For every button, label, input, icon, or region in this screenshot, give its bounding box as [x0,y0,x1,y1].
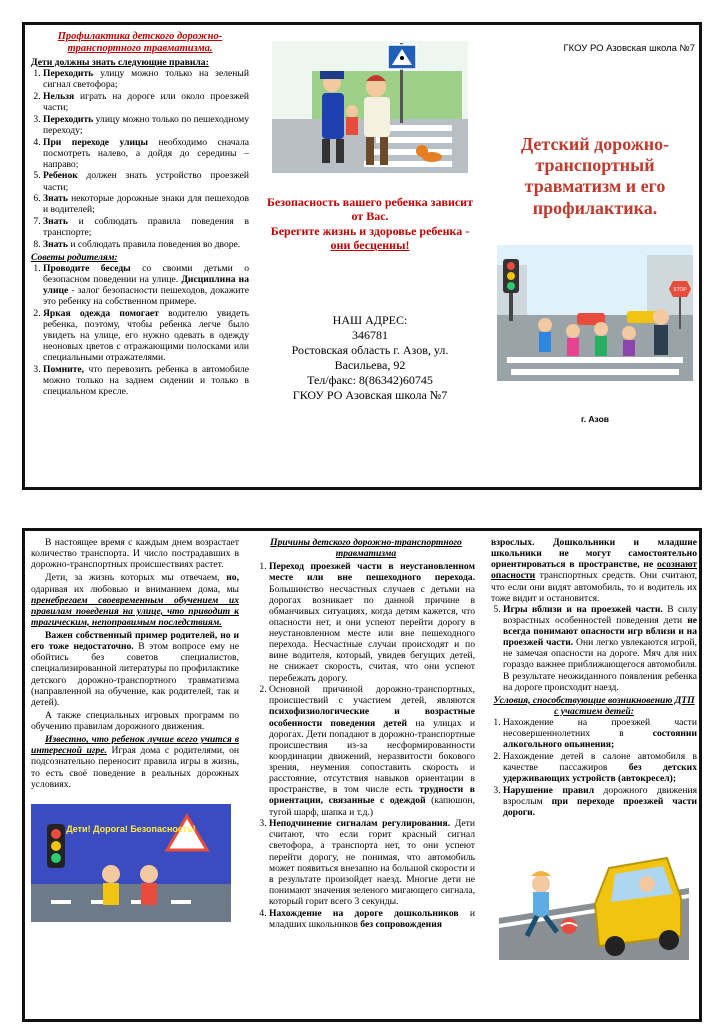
advice-bold: Проводите беседы [43,262,131,274]
rule-bold: Знать [43,238,68,250]
cause-text-2: на улицах и дорогах. Дети попадают в дорожно-транспортные происшествия из-за несформированности координации движений, неразвитости бокового зрения, неумения сопоставить скорость и расстояние, отсутствия навыков ориентации в пространстве, в том числе есть [269,717,475,796]
address-title: НАШ АДРЕС: [332,312,408,327]
rule-text: улицу можно только на зеленый сигнал светофора; [43,68,249,91]
safety-message [267,195,473,253]
cause-5-bold2: не всегда понимают опасности игр вблизи и на проезжей части. [503,614,697,649]
children-crosswalk-image [497,245,693,381]
safety-line-1: Безопасность вашего ребенка зависит от Вас. [267,195,473,224]
poster-slogan: Дети! Дорога! Безопасность! [66,823,196,834]
cause-item [269,684,475,818]
rule-bold: Переходить [43,68,94,80]
rule-item [43,114,249,136]
brochure-front-sheet [0,0,720,500]
rule-text: необходимо сначала посмотреть налево, а дойдя до середины – направо; [43,136,249,170]
condition-item [503,785,697,818]
safety-emphasis: они бесценны! [330,238,410,253]
brochure-title: Детский дорожно-транспортный травматизм и его профилактика. [520,134,670,218]
rules-heading: Дети должны знать следующие правила: [31,57,209,69]
rule-text: должен знать устройство проезжей части; [43,170,249,193]
cause-bold-2: без сопровождения [360,918,442,930]
city-name: г. Азов [581,413,609,424]
children-crossing-illustration [497,245,693,381]
intro-paragraph-3 [31,630,239,708]
rule-item [43,216,249,238]
cause-5-bold: Игры вблизи и на проезжей части. [503,603,663,615]
address-line: Ростовская область г. Азов, ул. Васильева, 92 [291,342,449,372]
rule-bold: Знать [43,215,68,227]
condition-bold: без детских удерживающих устройств (автокресел); [503,762,697,785]
cause-bold: Неподчинение сигналам регулирования. [269,818,451,830]
address-zip: 346781 [352,327,388,342]
intro-column [31,537,239,922]
causes-column [257,537,475,930]
conditions-list [491,717,697,818]
intro-paragraph-4: А также специальных игровых программ по обучению правилам дорожного движения. [31,709,239,732]
prevention-heading: Профилактика детского дорожно-транспортного травматизма. [57,31,223,55]
cause-text-3: (капюшон, тугой шарф, шапка и т.д.) [269,795,475,818]
advice-heading: Советы родителям: [31,251,118,263]
prevention-column [31,31,249,398]
advice-item [43,263,249,308]
rule-item [43,170,249,192]
p3-part-a: Важен собственный пример родителей, но и его тоже недостаточно. [31,630,239,653]
rule-text: играть на дороге или около проезжей части; [43,91,249,114]
rule-text: некоторые дорожные знаки для пешеходов и водителей; [43,193,249,216]
causes-heading: Причины детского дорожно-транспортного травматизма [270,537,462,560]
cause-bold-2: психофизиологические и возрастные особенности поведения детей [269,706,475,729]
cause-item [269,908,475,930]
p2-part-a: Дети, за жизнь которых мы отвечаем, [45,572,227,584]
cont-text: транспортных средств. Они считают, что если они видят автомобиль, то и водитель их тоже видит и остановится. [491,570,697,604]
p2-part-c: одаривая их любовью и вниманием дома, мы [31,583,239,595]
cause-item [269,561,475,683]
condition-bold-2: при переходе проезжей части дороги. [503,795,697,818]
safety-line-2 [267,224,473,253]
advice-text: водителю увидеть ребенка, поэтому, чтобы ребенка легче было увидеть на улице, его нужно одевать в одежду неоновых цветов с отражающими полосками или специальными отражателями. [43,307,249,364]
inner-frame [22,528,702,1022]
advice-item [43,308,249,364]
rule-bold: Переходить [43,113,94,125]
condition-text-2: дорожного движения взрослым [503,784,697,807]
road-safety-poster-image [31,804,231,922]
advice-bold: Яркая одежда помогает [43,307,159,319]
rule-item [43,137,249,170]
cause-bold-3: трудности в ориентации, связанные с одеждой [269,784,475,807]
cause-item [269,818,475,907]
brochure-inner-sheet [0,512,720,1024]
causes-list [257,561,475,930]
conditions-heading: Условия, способствующие возникновению ДТП с участием детей: [493,694,695,717]
rule-bold: Нельзя [43,91,75,102]
rule-bold: Знать [43,193,68,205]
rules-list [31,68,249,250]
svg-text:STOP: STOP [673,286,687,293]
cause-5-text2: Они легко увлекаются игрой, не замечая опасности на дороге. Мяч для них гораздо важнее приближающегося автомобиля. В результате неожиданного появления ребенка на дороге происходит наезд. [503,637,697,693]
advice-text-2: - залог безопасности пешеходов, докажите это ребенку на собственном примере. [43,285,249,308]
rule-bold: Ребенок [43,170,78,182]
cause-5-text: В силу возрастных особенностей поведения дети [503,603,697,626]
child-ball-car-image [499,828,689,960]
ball-car-illustration [499,828,689,960]
p2-part-d: пренебрегаем своевременным обучением их правилам поведения на улице, что приводит к трагическим, непоправимым последствиям. [31,594,239,628]
condition-item [503,717,697,750]
rule-item [43,68,249,90]
cause-4-continuation [491,537,697,604]
p3-part-b: В этом вопросе ему не обойтись без советов специалистов, специализированной литературы по профилактике детского дорожно-транспортного травматизма (направленной на обучение, как родителей, так и детей). [31,641,239,708]
advice-bold-2: Дисциплина на улице [43,274,249,297]
advice-bold: Помните, [43,364,85,375]
p2-part-b: но, [226,572,239,584]
cont-bold-underlined: осознают опасности [491,559,697,582]
intro-paragraph-1: В настоящее время с каждым днем возрастает количество транспорта. И число пострадавших в дорожно-транспортных происшествиях растет. [31,537,239,571]
advice-text: со своими детьми о безопасном поведении на улице. [43,262,249,285]
cause-bold: Переход проезжей части в неустановленном месте или вне пешеходного перехода. [269,561,475,584]
intro-paragraph-5 [31,734,239,790]
cause-text: Большинство несчастных случаев с детьми на дорогах возникает по данной причине в обманчивых ситуациях, когда детям кажется, что опасности нет, и они успеют перейти дорогу в неустановленном месте или вне пешеходного перехода. Несчастные случаи происходят и по вине водителя, который, увидев бегущих детей, не снижает скорость, считая, что они успеют перебежать дорогу. [269,583,475,684]
address-phone: Тел/факс: 8(86342)60745 [307,372,433,387]
condition-item [503,751,697,784]
crossing-illustration [272,41,468,173]
rule-text: и соблюдать правила поведения во дворе. [67,238,241,250]
school-name: ГКОУ РО Азовская школа №7 [563,43,695,54]
condition-text: Нахождение на проезжей части несовершеннолетних в [503,717,697,740]
advice-item [43,364,249,397]
condition-bold: Нарушение правил [503,784,595,796]
cause-text: Основной причиной дорожно-транспортных, происшествий с участием детей, являются [269,684,475,707]
children-road-poster [31,804,231,922]
intro-paragraph-2 [31,572,239,628]
p5-part-a: Известно, что ребенок лучше всего учится в интересной игре. [31,734,239,757]
rule-item [43,91,249,113]
address-column [267,31,473,403]
cover-column [491,31,699,425]
front-frame [22,22,702,490]
conditions-column [491,537,697,960]
rule-text: и соблюдать правила поведения в транспорте; [43,215,249,238]
advice-text: что перевозить ребенка в автомобиле можно только на заднем сидении и только в специальном кресле. [43,364,249,398]
advice-list [31,263,249,398]
family-crossing-image [272,41,468,173]
condition-text: Нахождение детей в салоне автомобиля в качестве пассажиров [503,750,697,773]
address-school: ГКОУ РО Азовская школа №7 [292,387,448,402]
cause-bold: Нахождение на дороге дошкольников [269,907,459,919]
cause-5-list [491,604,697,693]
cause-text: и младших школьников [269,907,475,930]
cause-5-item [503,604,697,693]
cont-bold: взрослых. Дошкольники и младшие школьники не могут самостоятельно ориентироваться в пространстве, не [491,537,697,571]
rule-bold: При переходе улицы [43,136,149,148]
safety-line-2-text: Берегите жизнь и здоровье ребенка - [270,223,470,238]
rule-text: улицу можно только по пешеходному переходу; [43,113,249,136]
cause-text: Дети считают, что если горит красный сигнал светофора, а транспорта нет, то они успеют перейти дорогу, не понимая, что автомобиль может появиться внезапно на большой скорости и в результате произойдет наезд. Многие дети не понимают значения зеленого мигающего сигнала, который горит всего 3 секунды. [269,818,475,907]
address-block [267,313,473,403]
rule-item [43,193,249,215]
p5-part-b: Играя дома с родителями, он подсознательно переносит правила игры в жизнь, то есть своё поведение в реальных дорожных условиях. [31,745,239,790]
rule-item [43,239,249,250]
condition-bold: состоянии алкогольного опьянения; [503,728,697,751]
